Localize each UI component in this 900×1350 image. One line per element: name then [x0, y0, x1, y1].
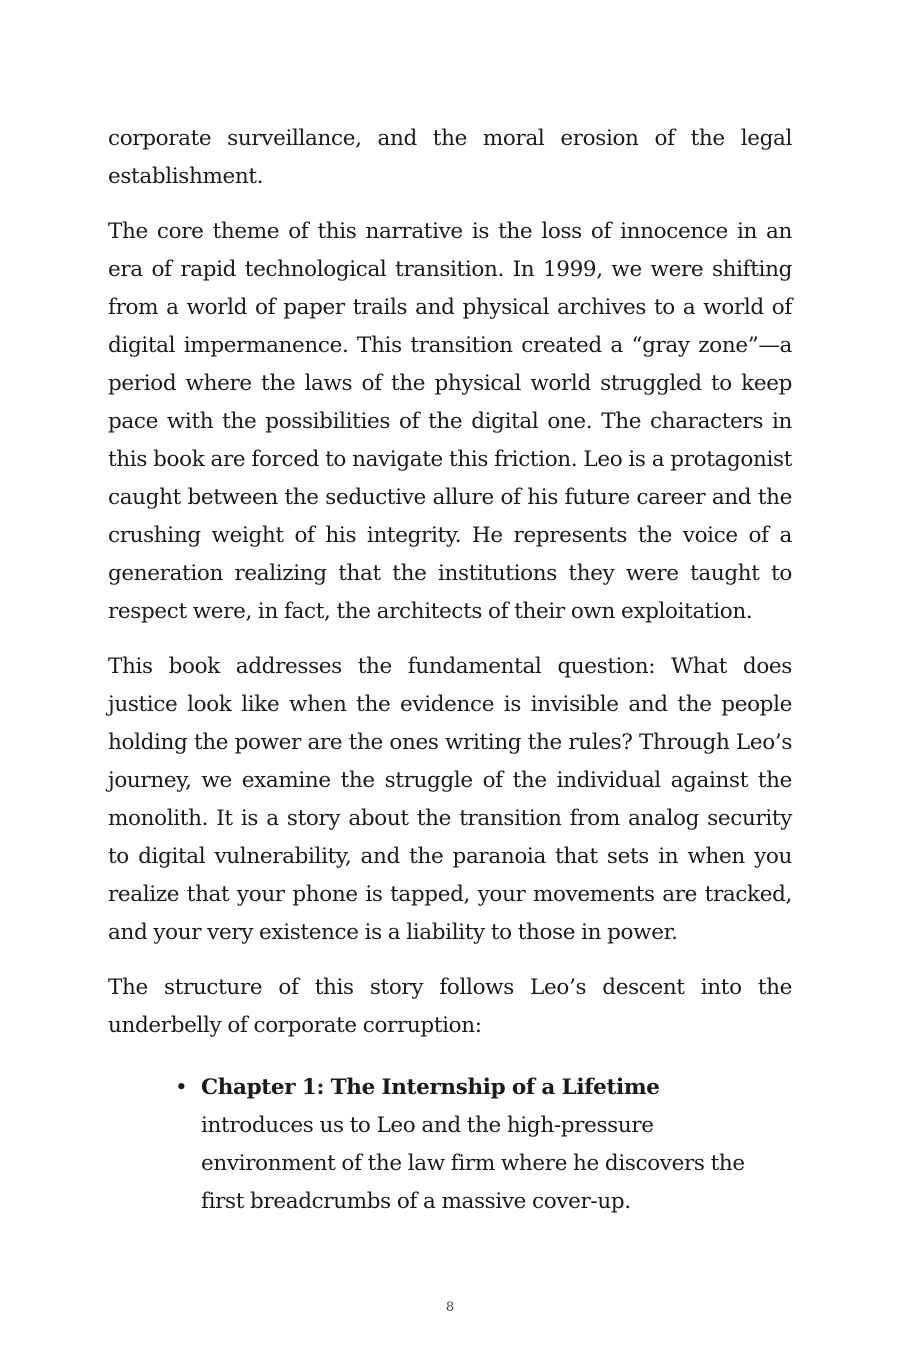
chapter-description: introduces us to Leo and the high-pressure environment of the law firm where he discovers the first breadcrumbs of a massive cover-up. — [201, 1113, 745, 1214]
body-text — [108, 120, 792, 1221]
list-item — [175, 1069, 753, 1221]
paragraph-continuation: corporate surveillance, and the moral erosion of the legal establishment. — [108, 126, 792, 189]
bullet-icon: • — [175, 1075, 188, 1100]
paragraph-core-theme: The core theme of this narrative is the loss of innocence in an era of rapid technological transition. In 1999, we were shifting from a world of paper trails and physical archives to a world of digital impermanence. This transition created a “gray zone”—a period where the laws of the physical world struggled to keep pace with the possibilities of the digital one. The characters in this book are forced to navigate this friction. Leo is a protagonist caught between the seductive allure of his future career and the crushing weight of his integrity. He represents the voice of a generation realizing that the institutions they were taught to respect were, in fact, the architects of their own exploitation. — [108, 219, 792, 624]
paragraph-fundamental-question: This book addresses the fundamental question: What does justice look like when the evidence is invisible and the people holding the power are the ones writing the rules? Through Leo’s journey, we examine the struggle of the individual against the monolith. It is a story about the transition from analog security to digital vulnerability, and the paranoia that sets in when you realize that your phone is tapped, your movements are tracked, and your very existence is a liability to those in power. — [108, 654, 792, 945]
page-number: 8 — [445, 1300, 455, 1315]
chapter-list — [108, 1069, 792, 1221]
paragraph-structure-intro: The structure of this story follows Leo’s descent into the underbelly of corporate corruption: — [108, 975, 792, 1038]
chapter-title: Chapter 1: The Internship of a Lifetime — [201, 1075, 660, 1100]
